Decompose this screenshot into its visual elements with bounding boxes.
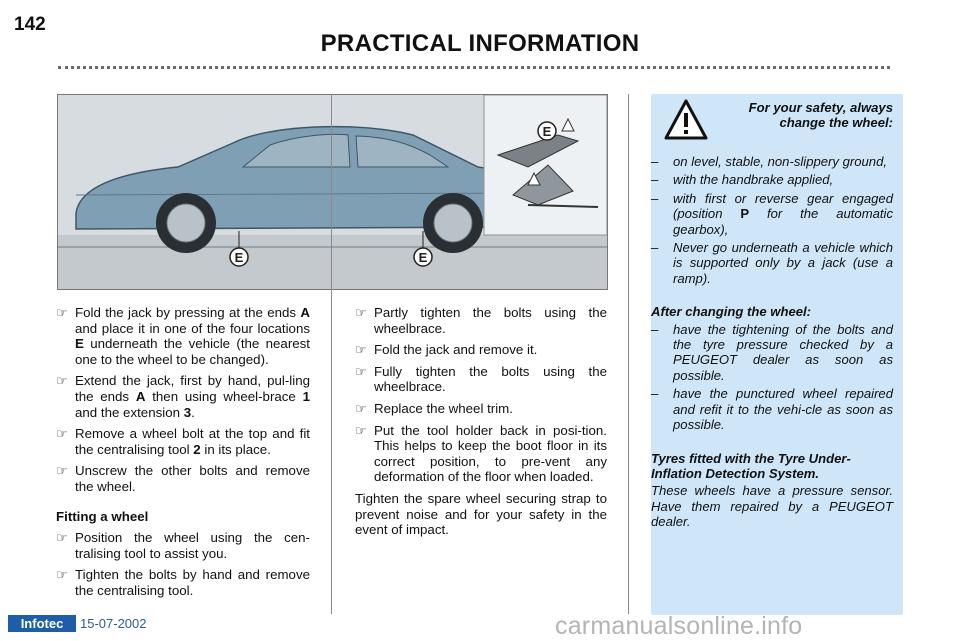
condition-item: – with the handbrake applied, [651, 172, 834, 188]
svg-text:E: E [542, 124, 552, 139]
car-jack-illustration [57, 94, 608, 290]
condition-item: – Never go underneath a vehicle which is supported only by a jack (use a ramp). [651, 240, 893, 286]
condition-item: – on level, stable, non-slippery ground, [651, 154, 887, 169]
tyre-system-heading: Tyres fitted with the Tyre Under-Inflation Detection System. [651, 450, 851, 481]
pointing-hand-icon: ☞ [56, 426, 68, 442]
instruction-item: ☞ Replace the wheel trim. [355, 400, 513, 416]
pointing-hand-icon: ☞ [355, 305, 367, 320]
page-number: 142 [14, 14, 46, 35]
left-column [56, 305, 310, 605]
closing-paragraph: Tighten the spare wheel securing strap to prevent noise and for your safety in the event of impact. [355, 490, 607, 538]
column-divider [628, 94, 629, 614]
instruction-item: ☞ Position the wheel using the cen-tralising tool to assist you. [56, 530, 310, 561]
infotec-logo: Infotec [8, 615, 76, 632]
safety-heading: For your safety, always change the wheel: [748, 100, 893, 131]
condition-item: – with first or reverse gear engaged (position P for the automatic gearbox), [651, 190, 893, 237]
middle-column [355, 305, 607, 538]
jack-point-marker [230, 248, 248, 266]
column-divider [331, 94, 332, 614]
svg-text:E: E [418, 250, 428, 265]
pointing-hand-icon: ☞ [56, 305, 68, 320]
jack-point-marker [414, 248, 432, 266]
instruction-item: ☞ Put the tool holder back in posi-tion. This helps to keep the boot floor in its correct position, to pre-vent any deformation of the floor when loaded. [355, 422, 607, 485]
svg-text:E: E [234, 250, 244, 265]
site-watermark: carmanualsonline.info [555, 612, 803, 640]
after-changing-heading: After changing the wheel: [651, 304, 812, 320]
after-item: – have the punctured wheel repaired and refit it to the vehi-cle as soon as possible. [651, 386, 893, 433]
pointing-hand-icon: ☞ [56, 463, 68, 479]
tyre-system-text: These wheels have a pressure sensor. Have them repaired by a PEUGEOT dealer. [651, 483, 893, 530]
instruction-item: ☞ Remove a wheel bolt at the top and fit the centralising tool 2 in its place. [56, 426, 310, 457]
pointing-hand-icon: ☞ [355, 342, 367, 358]
instruction-item: ☞ Partly tighten the bolts using the wheelbrace. [355, 305, 607, 336]
instruction-item: ☞ Fully tighten the bolts using the wheelbrace. [355, 363, 607, 395]
pointing-hand-icon: ☞ [355, 422, 367, 438]
instruction-item: ☞ Extend the jack, first by hand, pul-ling the ends A then using wheel-brace 1 and the extension 3. [56, 373, 310, 420]
pointing-hand-icon: ☞ [56, 373, 68, 389]
jack-point-marker [538, 122, 556, 140]
pointing-hand-icon: ☞ [355, 363, 367, 379]
safety-box [651, 94, 903, 615]
safety-conditions [651, 154, 903, 530]
instruction-item: ☞ Fold the jack and remove it. [355, 342, 538, 358]
instruction-item: ☞ Unscrew the other bolts and remove the wheel. [56, 463, 310, 494]
footer-date: 15-07-2002 [80, 616, 147, 631]
after-item: – have the tightening of the bolts and the tyre pressure checked by a PEUGEOT dealer as soon as possible. [651, 321, 893, 383]
instruction-item: ☞ Fold the jack by pressing at the ends A and place it in one of the four locations E underneath the vehicle (the nearest one to the wheel to be changed). [56, 305, 310, 367]
dotted-divider [58, 66, 890, 69]
pointing-hand-icon: ☞ [355, 400, 367, 416]
warning-triangle-icon [663, 98, 709, 142]
instruction-item: ☞ Tighten the bolts by hand and remove the centralising tool. [56, 567, 310, 598]
pointing-hand-icon: ☞ [56, 530, 68, 546]
section-title: PRACTICAL INFORMATION [320, 30, 640, 57]
subheading-fitting-wheel: Fitting a wheel [56, 508, 149, 524]
pointing-hand-icon: ☞ [56, 567, 68, 583]
